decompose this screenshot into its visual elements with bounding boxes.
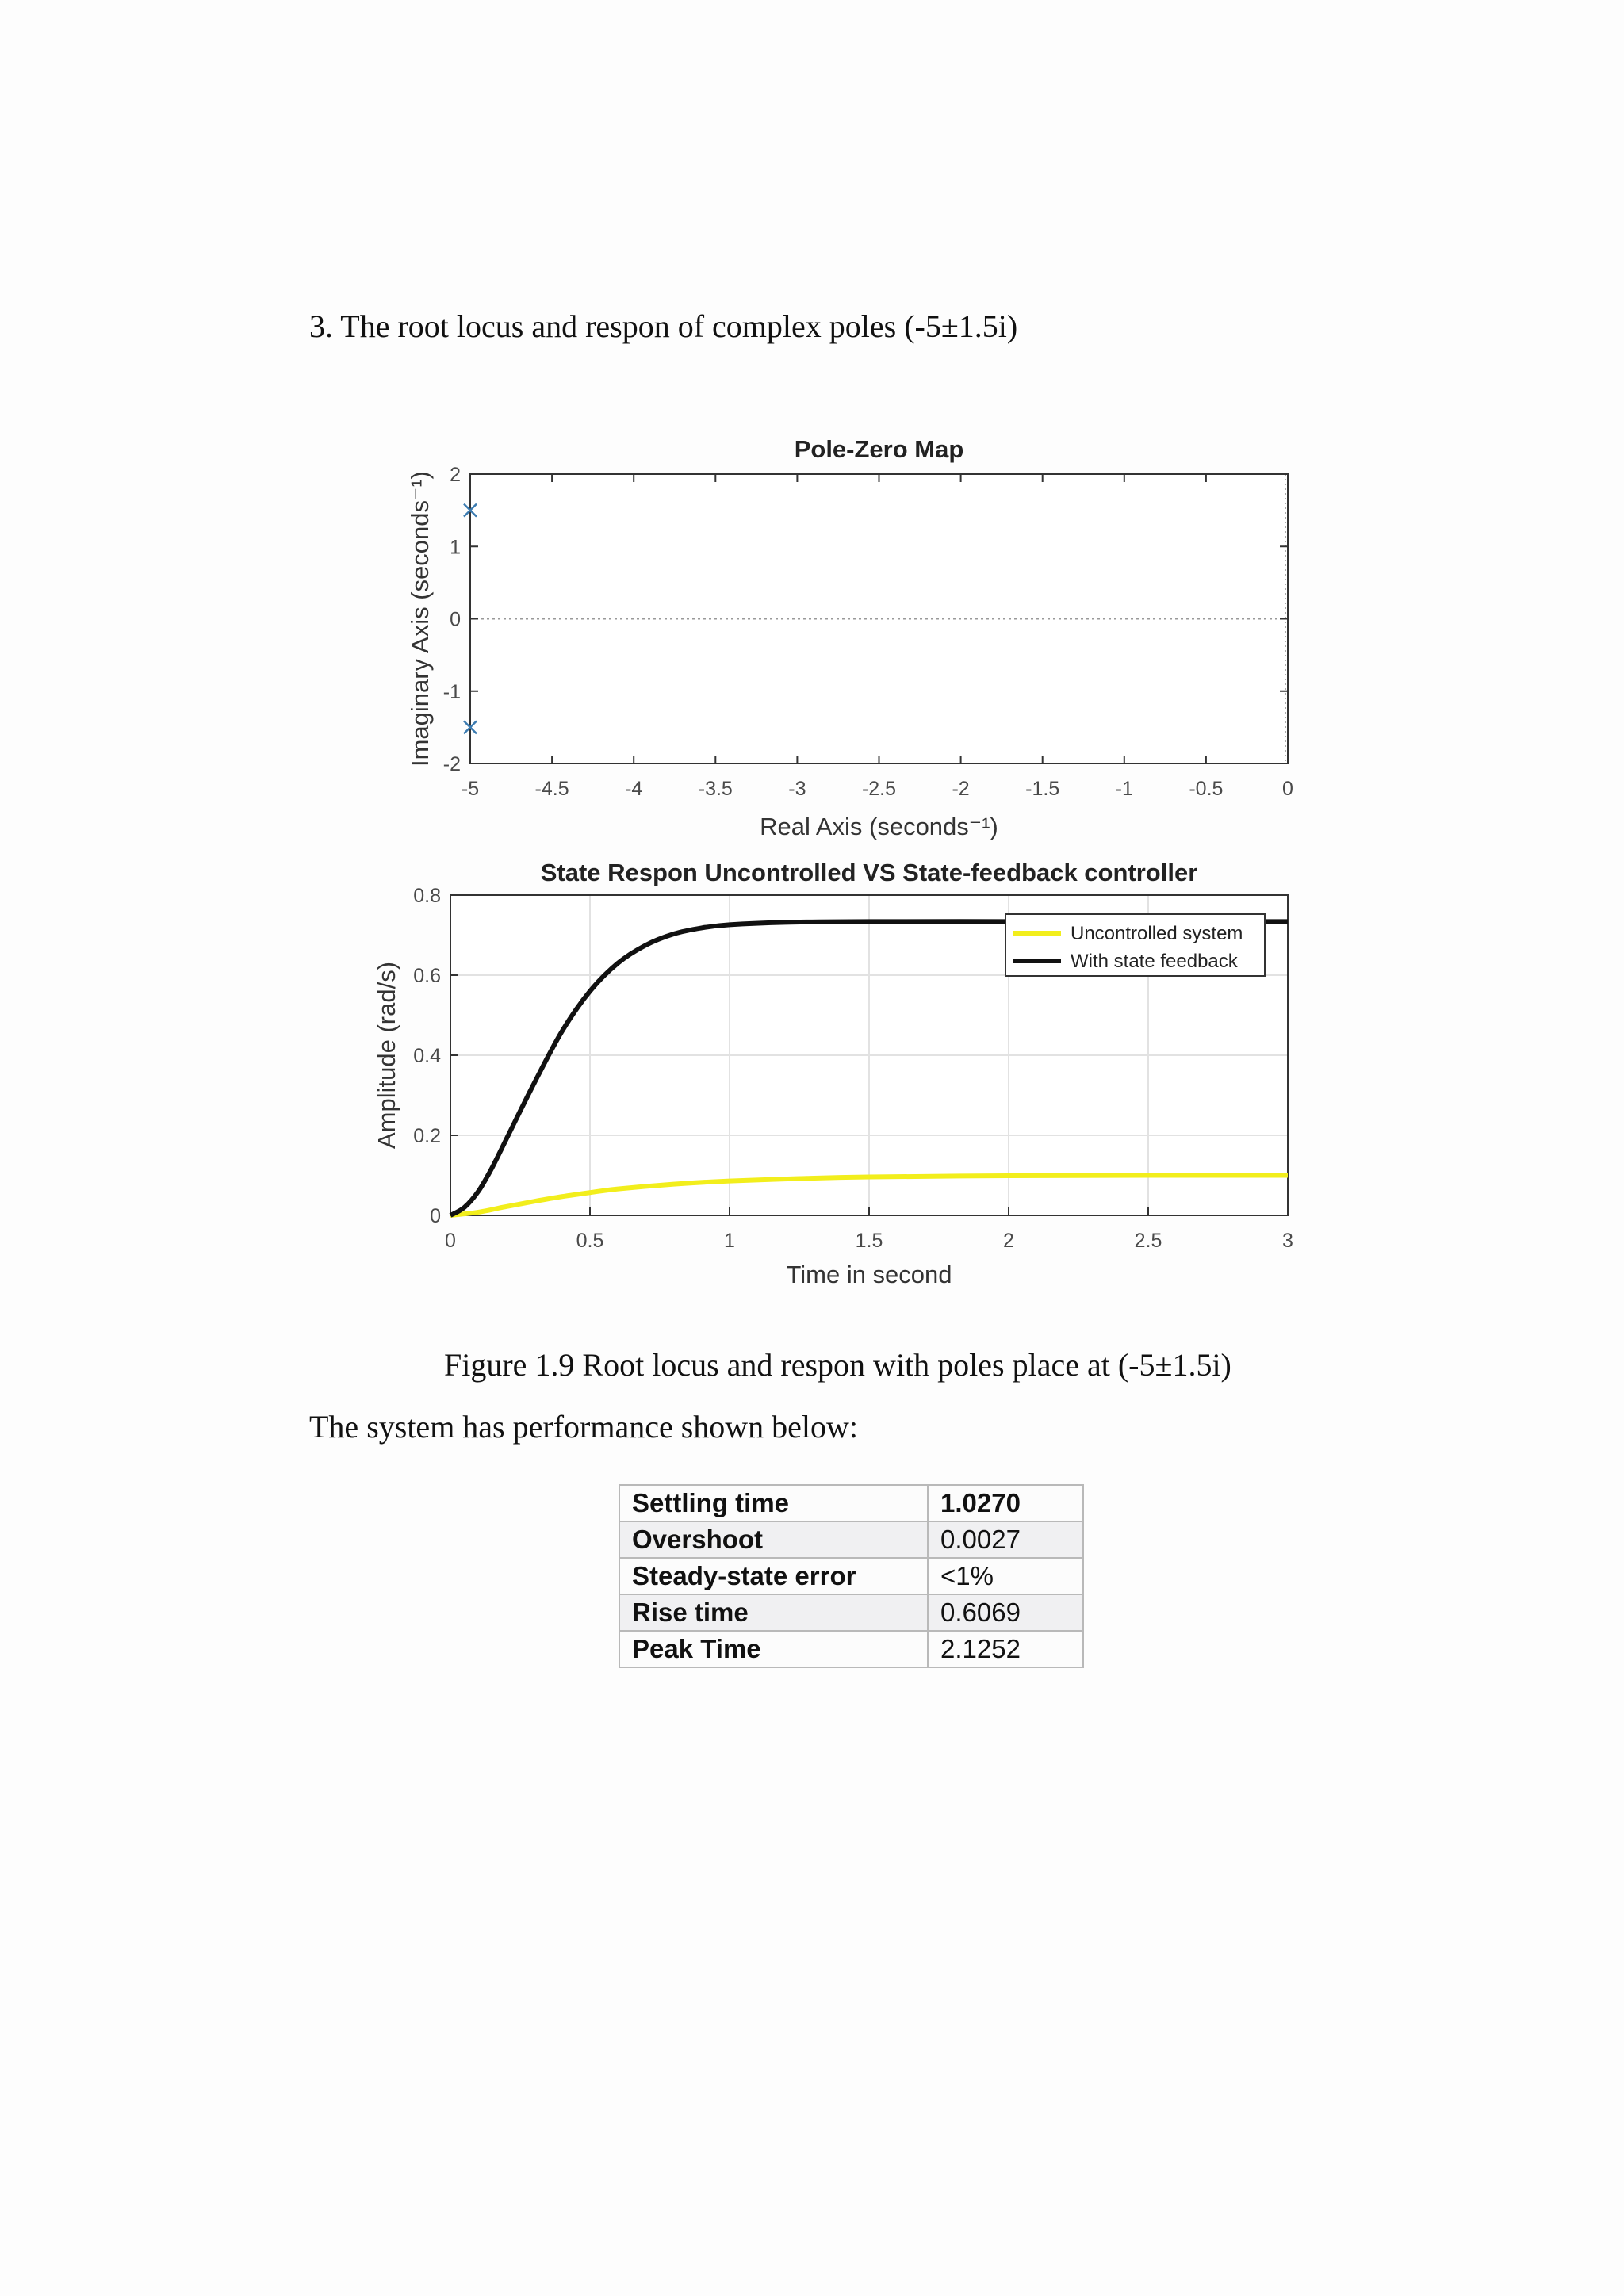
pz-x-tick-label: -4 — [625, 778, 643, 800]
legend-label: Uncontrolled system — [1071, 923, 1243, 944]
resp-y-label: Amplitude (rad/s) — [373, 961, 400, 1150]
pz-y-tick-label: 1 — [450, 536, 461, 559]
table-row — [619, 1521, 1083, 1558]
pz-x-label: Real Axis (seconds⁻¹) — [760, 813, 998, 840]
resp-x-tick-label: 0 — [445, 1230, 456, 1252]
metric-label: Rise time — [619, 1594, 928, 1631]
resp-y-tick-label: 0.8 — [413, 885, 441, 907]
table-row — [619, 1594, 1083, 1631]
pz-y-tick-label: -1 — [442, 680, 461, 703]
resp-y-tick-label: 0.4 — [413, 1045, 441, 1067]
pz-x-tick-label: -2.5 — [861, 778, 897, 800]
metric-label: Peak Time — [619, 1631, 928, 1667]
pz-y-tick-label: 0 — [450, 608, 461, 631]
performance-table — [619, 1484, 1084, 1668]
metric-value: 2.1252 — [928, 1631, 1083, 1667]
metric-value: 0.6069 — [928, 1594, 1083, 1631]
resp-y-tick-label: 0.6 — [413, 965, 441, 987]
section-heading: 3. The root locus and respon of complex poles (-5±1.5i) — [309, 308, 1018, 344]
pz-x-tick-label: -3.5 — [698, 778, 733, 800]
pz-y-tick-label: 2 — [450, 464, 461, 486]
resp-x-tick-label: 2 — [1003, 1230, 1014, 1252]
resp-x-tick-label: 2.5 — [1134, 1230, 1162, 1252]
resp-x-tick-label: 3 — [1282, 1230, 1293, 1252]
pz-x-tick-label: -2 — [952, 778, 970, 800]
table-row — [619, 1631, 1083, 1667]
pz-y-label: Imaginary Axis (seconds⁻¹) — [406, 471, 434, 767]
pz-x-tick-label: 0 — [1282, 778, 1293, 800]
pz-y-tick-label: -2 — [442, 753, 461, 775]
figure-caption: Figure 1.9 Root locus and respon with poles place at (-5±1.5i) — [444, 1347, 1231, 1383]
table-row — [619, 1558, 1083, 1594]
metric-label: Settling time — [619, 1485, 928, 1521]
resp-x-tick-label: 0.5 — [576, 1230, 604, 1252]
metric-value: <1% — [928, 1558, 1083, 1594]
metric-label: Steady-state error — [619, 1558, 928, 1594]
resp-x-label: Time in second — [786, 1261, 952, 1288]
pz-x-tick-label: -1 — [1115, 778, 1133, 800]
pz-x-tick-label: -0.5 — [1189, 778, 1224, 800]
legend-label: With state feedback — [1071, 951, 1238, 972]
resp-title: State Respon Uncontrolled VS State-feedback controller — [540, 859, 1198, 886]
metric-label: Overshoot — [619, 1521, 928, 1558]
metric-value: 1.0270 — [928, 1485, 1083, 1521]
pz-x-tick-label: -5 — [461, 778, 480, 800]
pz-x-tick-label: -1.5 — [1025, 778, 1060, 800]
resp-x-tick-label: 1.5 — [855, 1230, 883, 1252]
intro-text: The system has performance shown below: — [309, 1409, 859, 1445]
metric-value: 0.0027 — [928, 1521, 1083, 1558]
resp-y-tick-label: 0.2 — [413, 1125, 441, 1147]
table-row — [619, 1485, 1083, 1521]
resp-y-tick-label: 0 — [430, 1205, 441, 1227]
resp-x-tick-label: 1 — [724, 1230, 735, 1252]
pz-x-tick-label: -4.5 — [534, 778, 569, 800]
pz-title: Pole-Zero Map — [794, 435, 964, 463]
pz-x-tick-label: -3 — [788, 778, 806, 800]
